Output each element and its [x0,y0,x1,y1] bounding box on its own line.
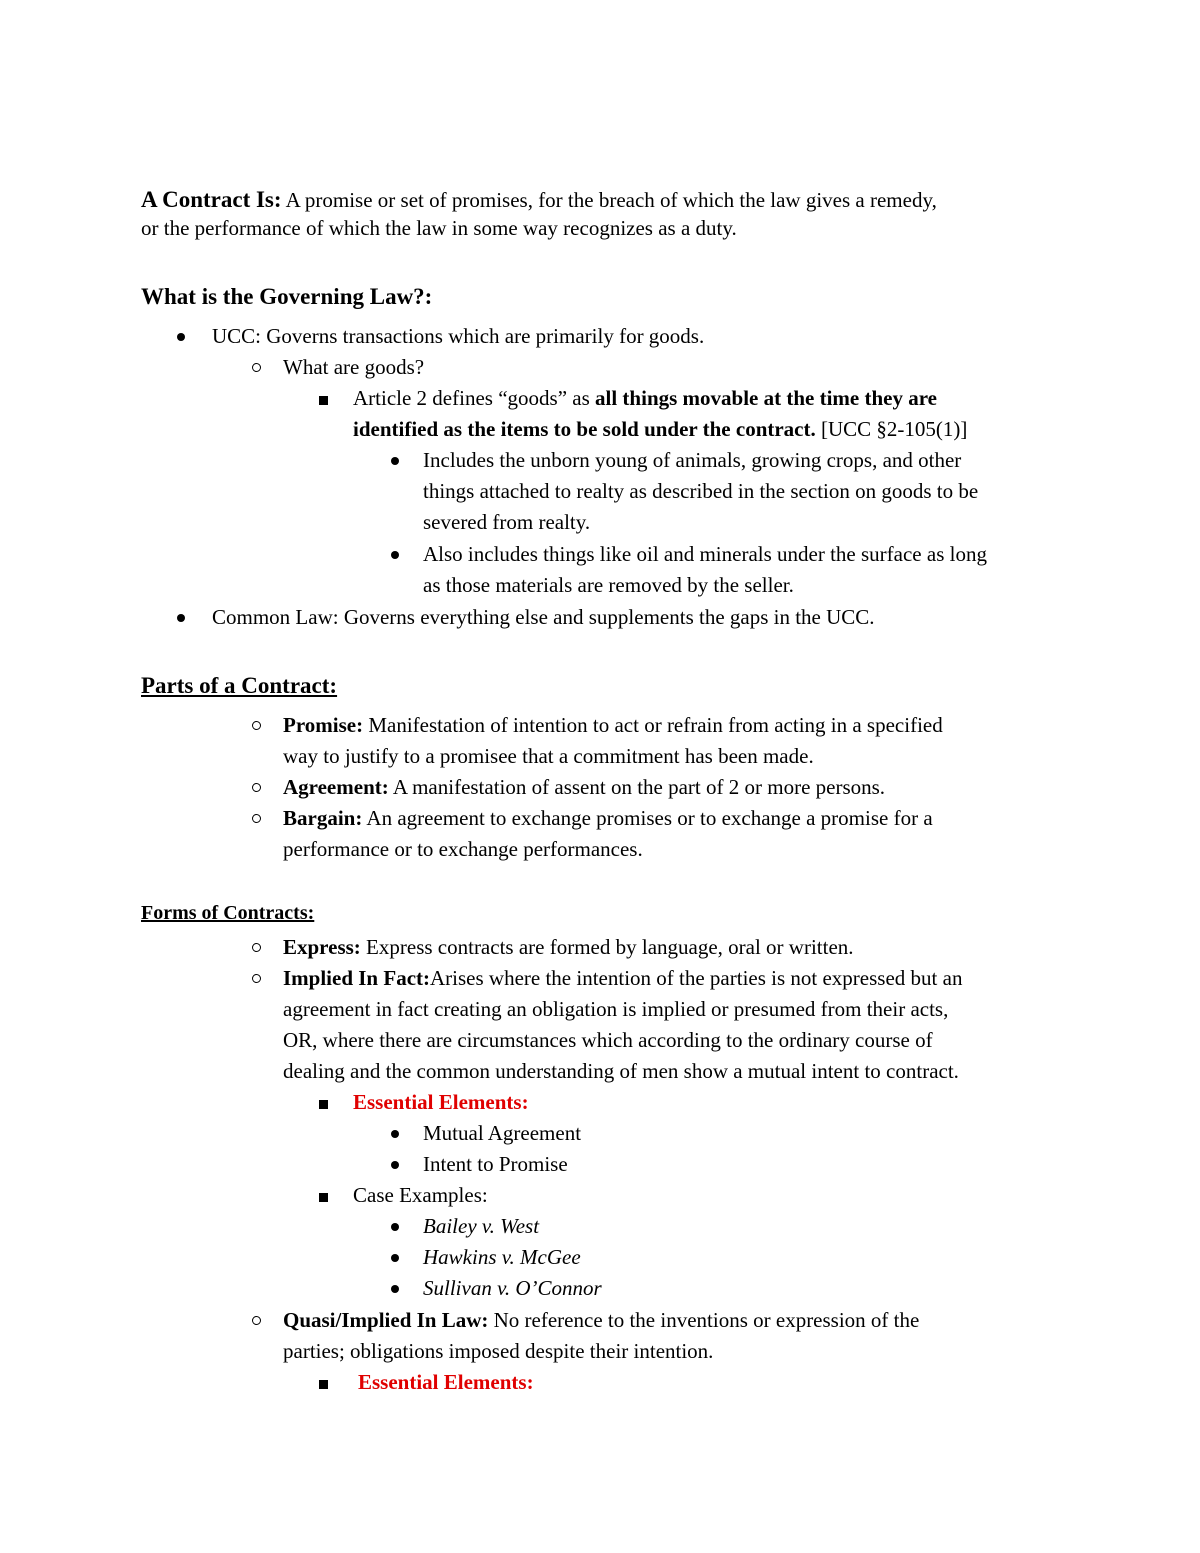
includes-1-line-3: severed from realty. [423,510,591,534]
bullet-disc-icon [177,333,185,341]
bullet-circle-icon [252,1316,261,1325]
bullet-disc-icon [177,614,185,622]
ucc-item: UCC: Governs transactions which are primarily for goods. [212,324,705,348]
bullet-circle-icon [252,943,261,952]
case-hawkins-v-mcgee: Hawkins v. McGee [423,1245,581,1269]
case-bailey-v-west: Bailey v. West [423,1214,540,1238]
article-2-line-2: identified as the items to be sold under the contract. [UCC §2-105(1)] [353,417,968,441]
includes-2-line-2: as those materials are removed by the seller. [423,573,794,597]
case-examples-label: Case Examples: [353,1183,488,1207]
quasi-line-2: parties; obligations imposed despite their intention. [283,1339,714,1363]
implied-fact-line-1: Implied In Fact:Arises where the intention of the parties is not expressed but an [283,966,963,990]
element-mutual-agreement: Mutual Agreement [423,1121,582,1145]
article-2-line-1: Article 2 defines “goods” as all things movable at the time they are [353,386,938,410]
implied-fact-line-3: OR, where there are circumstances which according to the ordinary course of [283,1028,933,1052]
common-law-item: Common Law: Governs everything else and supplements the gaps in the UCC. [212,605,875,629]
contract-definition-line-2: or the performance of which the law in some way recognizes as a duty. [141,216,737,240]
bullet-circle-icon [252,783,261,792]
bullet-disc-icon [391,1223,399,1231]
bullet-square-icon [319,1380,328,1389]
bullet-square-icon [319,396,328,405]
contract-definition-term: A Contract Is: [141,187,282,212]
bullet-circle-icon [252,721,261,730]
promise-line-2: way to justify to a promisee that a commitment has been made. [283,744,814,768]
bargain-line-1: Bargain: An agreement to exchange promises or to exchange a promise for a [283,806,933,830]
bullet-square-icon [319,1193,328,1202]
implied-fact-line-2: agreement in fact creating an obligation is implied or presumed from their acts, [283,997,949,1021]
express-item: Express: Express contracts are formed by language, oral or written. [283,935,854,959]
bullet-disc-icon [391,1130,399,1138]
forms-heading: Forms of Contracts: [141,902,315,924]
includes-2-line-1: Also includes things like oil and minerals under the surface as long [423,542,987,566]
element-intent-to-promise: Intent to Promise [423,1152,568,1176]
bullet-disc-icon [391,1161,399,1169]
governing-law-heading: What is the Governing Law?: [141,284,433,309]
bullet-square-icon [319,1100,328,1109]
bullet-disc-icon [391,1254,399,1262]
what-are-goods-item: What are goods? [283,355,425,379]
quasi-line-1: Quasi/Implied In Law: No reference to the inventions or expression of the [283,1308,920,1332]
parts-heading: Parts of a Contract: [141,673,338,698]
promise-line-1: Promise: Manifestation of intention to act or refrain from acting in a specified [283,713,943,737]
bullet-circle-icon [252,814,261,823]
includes-1-line-2: things attached to realty as described in the section on goods to be [423,479,979,503]
bullet-disc-icon [391,457,399,465]
essential-elements-label: Essential Elements: [353,1090,529,1114]
bullet-disc-icon [391,1285,399,1293]
contract-definition-line-1: A Contract Is: A promise or set of promises, for the breach of which the law gives a remedy, [141,187,937,212]
bullet-circle-icon [252,974,261,983]
agreement-item: Agreement: A manifestation of assent on the part of 2 or more persons. [283,775,886,799]
bullet-disc-icon [391,551,399,559]
bullet-circle-icon [252,363,261,372]
bargain-line-2: performance or to exchange performances. [283,837,643,861]
implied-fact-line-4: dealing and the common understanding of men show a mutual intent to contract. [283,1059,959,1083]
case-sullivan-v-oconnor: Sullivan v. O’Connor [423,1276,602,1300]
includes-1-line-1: Includes the unborn young of animals, growing crops, and other [423,448,962,472]
essential-elements-label-2: Essential Elements: [358,1370,534,1394]
